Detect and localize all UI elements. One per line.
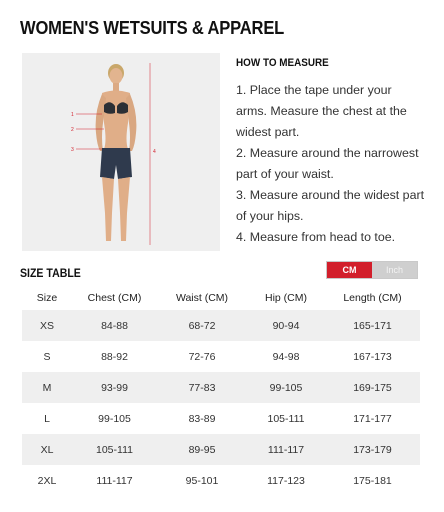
table-row	[22, 372, 420, 403]
cell-chest: 111-117	[96, 474, 133, 487]
size-table-heading: SIZE TABLE	[20, 266, 81, 280]
cell-waist: 77-83	[157, 372, 247, 403]
table-row	[22, 434, 420, 465]
table-row	[22, 341, 420, 372]
cell-size: XL	[22, 434, 72, 465]
cell-length: 167-173	[353, 350, 392, 363]
column-header-size: Size	[36, 292, 58, 304]
unit-toggle[interactable]	[326, 261, 418, 279]
cell-hip: 105-111	[267, 412, 305, 425]
unit-option-inch[interactable]: Inch	[372, 262, 417, 278]
cell-hip: 111-117	[247, 434, 325, 465]
cell-size: M	[22, 372, 72, 403]
cell-waist: 72-76	[188, 350, 216, 363]
how-to-step-3: 3. Measure around the widest part of your hips.	[236, 188, 425, 223]
cell-size: L	[44, 412, 50, 425]
marker-2: 2	[71, 127, 74, 133]
how-to-measure-heading: HOW TO MEASURE	[236, 57, 329, 69]
cell-hip: 90-94	[247, 310, 325, 341]
cell-chest: 93-99	[72, 372, 157, 403]
marker-3: 3	[71, 147, 74, 153]
marker-1: 1	[71, 112, 74, 118]
page-title: WOMEN'S WETSUITS & APPAREL	[20, 18, 285, 38]
marker-4: 4	[153, 149, 156, 155]
how-to-step-1: 1. Place the tape under your arms. Measure the chest at the widest part.	[236, 83, 407, 139]
cell-chest: 99-105	[98, 412, 131, 425]
cell-chest: 105-111	[72, 434, 157, 465]
cell-length: 173-179	[325, 434, 420, 465]
model-illustration	[22, 53, 220, 251]
cell-waist: 89-95	[157, 434, 247, 465]
table-row	[22, 465, 420, 496]
table-row	[22, 403, 420, 434]
cell-hip: 94-98	[272, 350, 300, 363]
column-header-chest: Chest (CM)	[87, 292, 142, 304]
cell-length: 171-177	[353, 412, 392, 425]
cell-hip: 117-123	[267, 474, 305, 487]
cell-size: XS	[22, 310, 72, 341]
cell-length: 169-175	[325, 372, 420, 403]
cell-chest: 88-92	[101, 350, 128, 363]
cell-chest: 84-88	[72, 310, 157, 341]
size-table	[22, 286, 420, 496]
cell-hip: 99-105	[247, 372, 325, 403]
cell-length: 165-171	[325, 310, 420, 341]
table-header-row	[22, 286, 420, 310]
how-to-step-2: 2. Measure around the narrowest part of your waist.	[236, 146, 419, 181]
cell-size: 2XL	[37, 474, 57, 487]
how-to-step-4: 4. Measure from head to toe.	[236, 230, 396, 244]
cell-waist: 95-101	[185, 474, 219, 487]
unit-option-cm[interactable]: CM	[327, 262, 372, 278]
table-row	[22, 310, 420, 341]
column-header-hip: Hip (CM)	[265, 292, 307, 304]
column-header-waist: Waist (CM)	[175, 292, 229, 304]
cell-waist: 83-89	[188, 412, 216, 425]
cell-size: S	[43, 350, 51, 363]
column-header-length: Length (CM)	[343, 292, 402, 304]
measurement-figure	[22, 53, 220, 251]
cell-length: 175-181	[353, 474, 392, 487]
cell-waist: 68-72	[157, 310, 247, 341]
how-to-measure-list	[236, 80, 426, 248]
